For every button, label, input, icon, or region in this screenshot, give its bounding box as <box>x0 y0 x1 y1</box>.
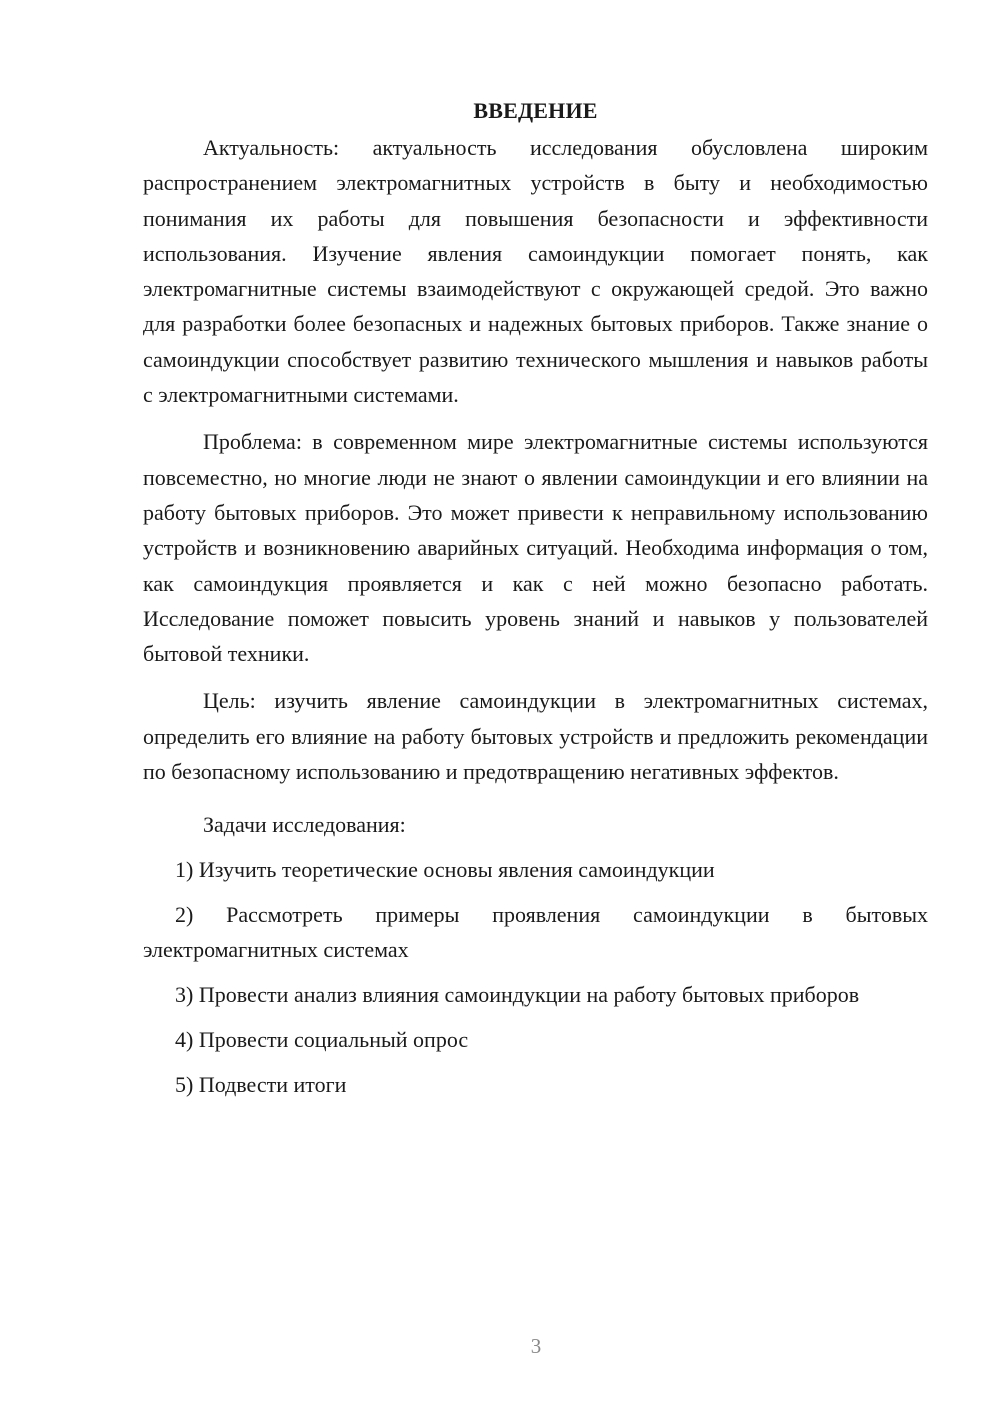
paragraph-goal: Цель: изучить явление самоиндукции в электромагнитных системах, определить его влияние на работу бытовых устройств и предложить рекомендации по безопасному использованию и предотвращению негативных эффектов. <box>143 688 928 785</box>
tasks-heading: Задачи исследования: <box>203 812 406 838</box>
page-number: 3 <box>530 1334 542 1358</box>
task-item: 1) Изучить теоретические основы явления самоиндукции <box>175 857 715 883</box>
paragraph-problem: Проблема: в современном мире электромагнитные системы используются повсеместно, но многие люди не знают о явлении самоиндукции и его влиянии на работу бытовых приборов. Это может привести к неправильному использованию устройств и возникновению аварийных ситуаций. Необходима информация о том, как самоиндукция проявляется и как с ней можно безопасно работать. Исследование поможет повысить уровень знаний и навыков у пользователей бытовой техники. <box>143 429 928 667</box>
document-page <box>143 96 928 1102</box>
task-item: 5) Подвести итоги <box>175 1072 347 1098</box>
section-title: ВВЕДЕНИЕ <box>473 98 598 123</box>
task-item: 4) Провести социальный опрос <box>175 1027 469 1053</box>
paragraph-relevance: Актуальность: актуальность исследования обусловлена широким распространением электромагнитных устройств в быту и необходимостью понимания их работы для повышения безопасности и эффективности использования. Изучение явления самоиндукции помогает понять, как электромагнитные системы взаимодействуют с окружающей средой. Это важно для разработки более безопасных и надежных бытовых приборов. Также знание о самоиндукции способствует развитию технического мышления и навыков работы с электромагнитными системами. <box>143 135 928 408</box>
task-item: 2) Рассмотреть примеры проявления самоиндукции в бытовых электромагнитных системах <box>143 902 928 963</box>
task-item: 3) Провести анализ влияния самоиндукции на работу бытовых приборов <box>175 982 860 1008</box>
